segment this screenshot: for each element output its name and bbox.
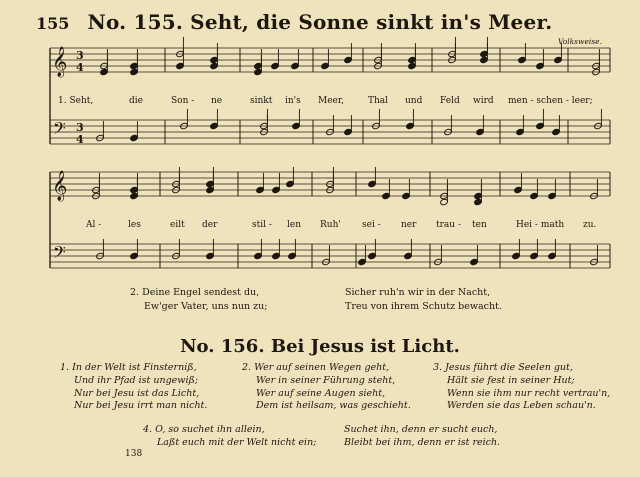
stanza-line: 3. Jesus führt die Seelen gut, <box>433 362 573 373</box>
page-number-bottom: 138 <box>125 449 143 459</box>
lyric: les <box>128 220 141 230</box>
lyric: Al - <box>86 220 102 230</box>
lyric: Hei - math <box>516 220 565 230</box>
lyric: eilt <box>170 220 185 230</box>
lyric: men - schen - leer; <box>508 96 593 106</box>
lyric: trau - <box>436 220 461 230</box>
lyric: ten <box>472 220 487 230</box>
lyric: die <box>129 96 143 106</box>
lyric: sei - <box>362 220 381 230</box>
bass-clef: 𝄢 <box>53 118 66 142</box>
verse-line: Ew'ger Vater, uns nun zu; <box>144 301 268 312</box>
stanza-line: 2. Wer auf seinen Wegen geht, <box>242 362 390 373</box>
melody-source: Volksweise. <box>558 37 602 46</box>
clefs <box>52 46 84 266</box>
stanza-line: Wenn sie ihm nur recht vertrau'n, <box>447 387 611 399</box>
time-signature: 4 <box>76 133 84 146</box>
lyric: Meer, <box>318 96 345 106</box>
stanza-2 <box>242 362 411 413</box>
lyric: zu. <box>583 220 597 230</box>
stanza-line: Nur bei Jesu irrt man nicht. <box>74 400 208 412</box>
bass-clef: 𝄢 <box>53 242 66 266</box>
stanza-line: 4. O, so suchet ihn allein, <box>143 424 265 435</box>
stanza-4-left <box>143 424 316 450</box>
lyric: in's <box>285 96 301 106</box>
stanza-line: Bleibt bei ihm, denn er ist reich. <box>344 436 501 448</box>
lyric: sinkt <box>250 96 273 106</box>
stanza-line: Hält sie fest in seiner Hut; <box>447 374 575 386</box>
staff-lines <box>50 48 610 268</box>
bar-lines <box>50 48 610 268</box>
stanza-line: Und ihr Pfad ist ungewiß; <box>74 374 199 386</box>
lyric: der <box>202 220 218 230</box>
hymn-156-title: No. 156. Bei Jesus ist Licht. <box>180 336 460 357</box>
stanza-line: Nur bei Jesu ist das Licht, <box>74 387 200 399</box>
lyric: len <box>287 220 302 230</box>
lyric: und <box>405 96 423 106</box>
time-signature: 4 <box>76 61 84 74</box>
verse2-left <box>130 286 267 314</box>
verse2-right <box>345 286 502 314</box>
treble-clef: 𝄞 <box>52 47 68 77</box>
hymn-155-title: No. 155. Seht, die Sonne sinkt in's Meer. <box>87 10 553 34</box>
verse-line: Treu von ihrem Schutz bewacht. <box>345 301 502 312</box>
stanza-4-right <box>344 424 500 450</box>
time-signature: 3 <box>76 49 84 62</box>
lyric: stil - <box>252 220 272 230</box>
stanza-3 <box>433 362 610 413</box>
lyric: wird <box>473 96 494 106</box>
lyric: 1. Seht, <box>58 96 94 106</box>
lyric: ne <box>211 96 223 106</box>
lyric: Feld <box>440 96 460 106</box>
lyric: Thal <box>368 96 389 106</box>
lyric: ner <box>401 220 417 230</box>
stanza-line: Laßt euch mit der Welt nicht ein; <box>157 436 317 448</box>
stanza-line: Suchet ihn, denn er sucht euch, <box>344 424 498 435</box>
stanza-line: Wer in seiner Führung steht, <box>256 374 396 386</box>
verse-line: Sicher ruh'n wir in der Nacht, <box>345 287 491 298</box>
time-signature: 3 <box>76 121 84 134</box>
lyric: Son - <box>171 96 195 106</box>
page-number-top: 155 <box>36 14 70 33</box>
stanza-line: Werden sie das Leben schau'n. <box>447 400 596 412</box>
verse-line: 2. Deine Engel sendest du, <box>130 287 260 298</box>
notes <box>92 37 603 266</box>
stanza-line: 1. In der Welt ist Finsterniß, <box>60 362 197 373</box>
stanza-1 <box>60 362 207 413</box>
treble-clef: 𝄞 <box>52 171 68 201</box>
lyric: Ruh' <box>320 220 341 230</box>
stanza-line: Dem ist heilsam, was geschieht. <box>256 400 411 412</box>
stanza-line: Wer auf seine Augen sieht, <box>256 387 386 399</box>
